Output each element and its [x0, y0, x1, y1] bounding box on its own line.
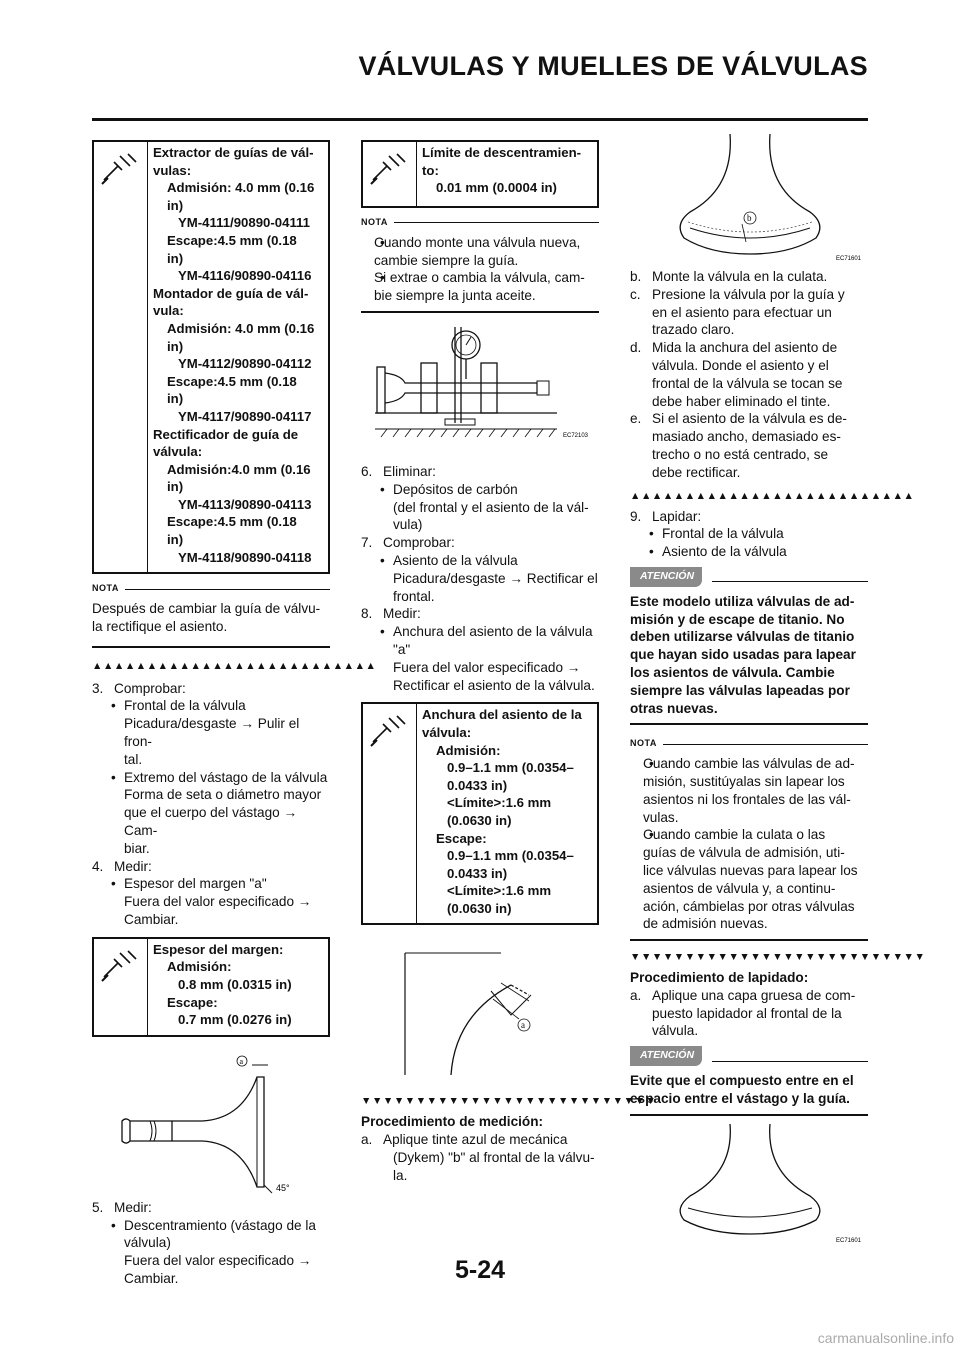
caution-text: Evite que el compuesto entre en el espacio entre el vástago y la guía. [630, 1073, 854, 1106]
column-1 [92, 140, 377, 1288]
watermark: carmanualsonline.info [817, 1330, 954, 1346]
procedure-step-a: a. Aplique una capa gruesa de com- puesto lapidador al frontal de la válvula. [630, 987, 856, 1039]
spec-line: YM-4112/90890-04112 [178, 356, 312, 372]
valve-lapping-figure [630, 1116, 868, 1246]
valve-seat-figure [361, 925, 599, 1095]
column-3 [630, 128, 926, 1246]
triangles-up-divider: ▲▲▲▲▲▲▲▲▲▲▲▲▲▲▲▲▲▲▲▲▲▲▲▲▲▲ [630, 489, 915, 502]
caliper-icon [363, 704, 417, 923]
figure-code: EC71601 [836, 256, 862, 262]
note-list: • Cuando cambie las válvulas de ad- misión, sustitúyalas sin lapear los asientos ni los frontales de las vál- vulas. • Cuando cambie la culata o las guías de válvula de admisión, uti- lice válvulas nuevas para lapear los asientos de válvula y, a continu- ación, cámbielas por otras válvulas de admisión nuevas. [630, 755, 868, 933]
step-4: 4. Medir: • Espesor del margen "a" Fuera del valor especificado → Cambiar. [92, 858, 330, 929]
procedure-step-e: e. Si el asiento de la válvula es de- masiado ancho, demasiado es- trecho o no está centrado, se debe rectificar. [630, 411, 847, 480]
step-6: 6. Eliminar: • Depósitos de carbón (del frontal y el asiento de la vál- vula) [361, 463, 599, 534]
procedure-title: Procedimiento de medición: [361, 1114, 544, 1130]
spec-line: válvula: [153, 444, 203, 460]
figure-code: EC72103 [563, 432, 589, 439]
caution-rule [630, 723, 868, 725]
wrench-icon [94, 142, 148, 572]
triangles-up-divider: ▲▲▲▲▲▲▲▲▲▲▲▲▲▲▲▲▲▲▲▲▲▲▲▲▲▲ [92, 659, 377, 672]
procedure-title: Procedimiento de lapidado: [630, 970, 809, 986]
seat-width-spec-box: Anchura del asiento de la válvula: Admisión: 0.9–1.1 mm (0.0354– 0.0433 in) <Límite>:1.6 mm (0.0630 in) Escape: 0.9–1.1 mm (0.0354– 0.0433 in) <Límite>:1.6 mm (0.0630 in) [361, 702, 599, 925]
triangles-down-divider: ▼▼▼▼▼▼▼▼▼▼▼▼▼▼▼▼▼▼▼▼▼▼▼▼▼▼▼ [630, 951, 926, 964]
caliper-icon [94, 939, 148, 1035]
step-9: 9. Lapidar: • Frontal de la válvula • Asiento de la válvula [630, 508, 868, 561]
margin-spec-box: Espesor del margen: Admisión: 0.8 mm (0.0315 in) Escape: 0.7 mm (0.0276 in) [92, 937, 330, 1037]
spec-line: Escape:4.5 mm (0.18 [167, 514, 297, 530]
caution-header: ATENCIÓN [630, 567, 868, 587]
header-rule [92, 118, 868, 121]
spec-line: Escape:4.5 mm (0.18 [167, 232, 297, 248]
caution-text: Este modelo utiliza válvulas de ad- misión y de escape de titanio. No deben utilizarse válvulas de titanio que hayan sido usadas para lapear los asientos de válvula. Cambie siempre las válvulas lapeadas por otras nuevas. [630, 593, 856, 716]
spec-line: Rectificador de guía de [153, 426, 299, 442]
spec-line: Admisión: 4.0 mm (0.16 [167, 320, 315, 336]
step-7: 7. Comprobar: • Asiento de la válvula Picadura/desgaste → Rectificar el frontal. [361, 534, 599, 605]
spec-line: vula: [153, 303, 184, 319]
spec-line: in) [167, 532, 184, 548]
procedure-step-d: d. Mida la anchura del asiento de válvula. Donde el asiento y el frontal de la válvula se tocan se debe haber eliminado el tinte. [630, 340, 843, 409]
dial-gauge-figure [361, 313, 599, 463]
runout-spec-box: Límite de descentramien- to: 0.01 mm (0.0004 in) [361, 140, 599, 208]
spec-line: in) [167, 197, 184, 213]
note-header: NOTA [92, 580, 330, 598]
label-a: a [521, 1020, 525, 1031]
note-header: NOTA [361, 214, 599, 232]
page-number: 5-24 [454, 1256, 506, 1284]
spec-line: in) [167, 391, 184, 407]
spec-line: YM-4118/90890-04118 [178, 549, 312, 565]
note-rule [92, 646, 330, 648]
spec-line: Admisión: 4.0 mm (0.16 [167, 180, 315, 196]
spec-line: vulas: [153, 162, 192, 178]
column-2 [361, 140, 657, 1185]
procedure-step-b: b. Monte la válvula en la culata. [630, 269, 828, 284]
caution-header: ATENCIÓN [630, 1046, 868, 1066]
note-text: Después de cambiar la guía de válvu- la rectifique el asiento. [92, 601, 321, 634]
valve-dye-figure [630, 128, 868, 268]
angle-label: 45° [276, 1182, 290, 1193]
spec-line: in) [167, 479, 184, 495]
spec-line: Montador de guía de vál- [153, 285, 309, 301]
procedure-step-c: c. Presione la válvula por la guía y en el asiento para efectuar un trazado claro. [630, 286, 845, 338]
label-b: b [747, 213, 752, 223]
step-5: 5. Medir: • Descentramiento (vástago de la válvula) Fuera del valor especificado → Cambiar. [92, 1199, 330, 1288]
spec-line: YM-4117/90890-04117 [178, 408, 312, 424]
spec-line: in) [167, 250, 184, 266]
spec-line: YM-4113/90890-04113 [178, 496, 312, 512]
spec-line: YM-4111/90890-04111 [178, 215, 310, 231]
valve-margin-figure [92, 1037, 330, 1199]
procedure-step-a: a. Aplique tinte azul de mecánica (Dykem) "b" al frontal de la válvu- la. [361, 1132, 595, 1183]
step-8: 8. Medir: • Anchura del asiento de la válvula "a" Fuera del valor especificado → Rectificar el asiento de la válvula. [361, 605, 599, 694]
triangles-down-divider: ▼▼▼▼▼▼▼▼▼▼▼▼▼▼▼▼▼▼▼▼▼▼▼▼▼▼▼ [361, 1095, 657, 1108]
figure-code: EC71601 [836, 1237, 862, 1244]
caliper-icon [363, 142, 417, 206]
spec-line: in) [167, 338, 184, 354]
spec-line: YM-4116/90890-04116 [178, 268, 312, 284]
note-rule [630, 939, 868, 941]
note-header: NOTA [630, 735, 868, 753]
label-a: a [239, 1056, 244, 1066]
step-3: 3. Comprobar: • Frontal de la válvula Picadura/desgaste → Pulir el fron- tal. • Extremo del vástago de la válvula Forma de seta o diámetro mayor que el cuerpo del vástago → Cam- biar. [92, 680, 330, 858]
tool-spec-box [92, 140, 330, 574]
note-list: • Cuando monte una válvula nueva, cambie siempre la guía. • Si extrae o cambia la válvula, cam- bie siempre la junta aceite. [361, 234, 599, 305]
spec-line: Extractor de guías de vál- [153, 145, 314, 160]
spec-line: Escape:4.5 mm (0.18 [167, 373, 297, 389]
spec-line: Admisión:4.0 mm (0.16 [167, 461, 311, 477]
page-title: VÁLVULAS Y MUELLES DE VÁLVULAS [358, 51, 868, 81]
